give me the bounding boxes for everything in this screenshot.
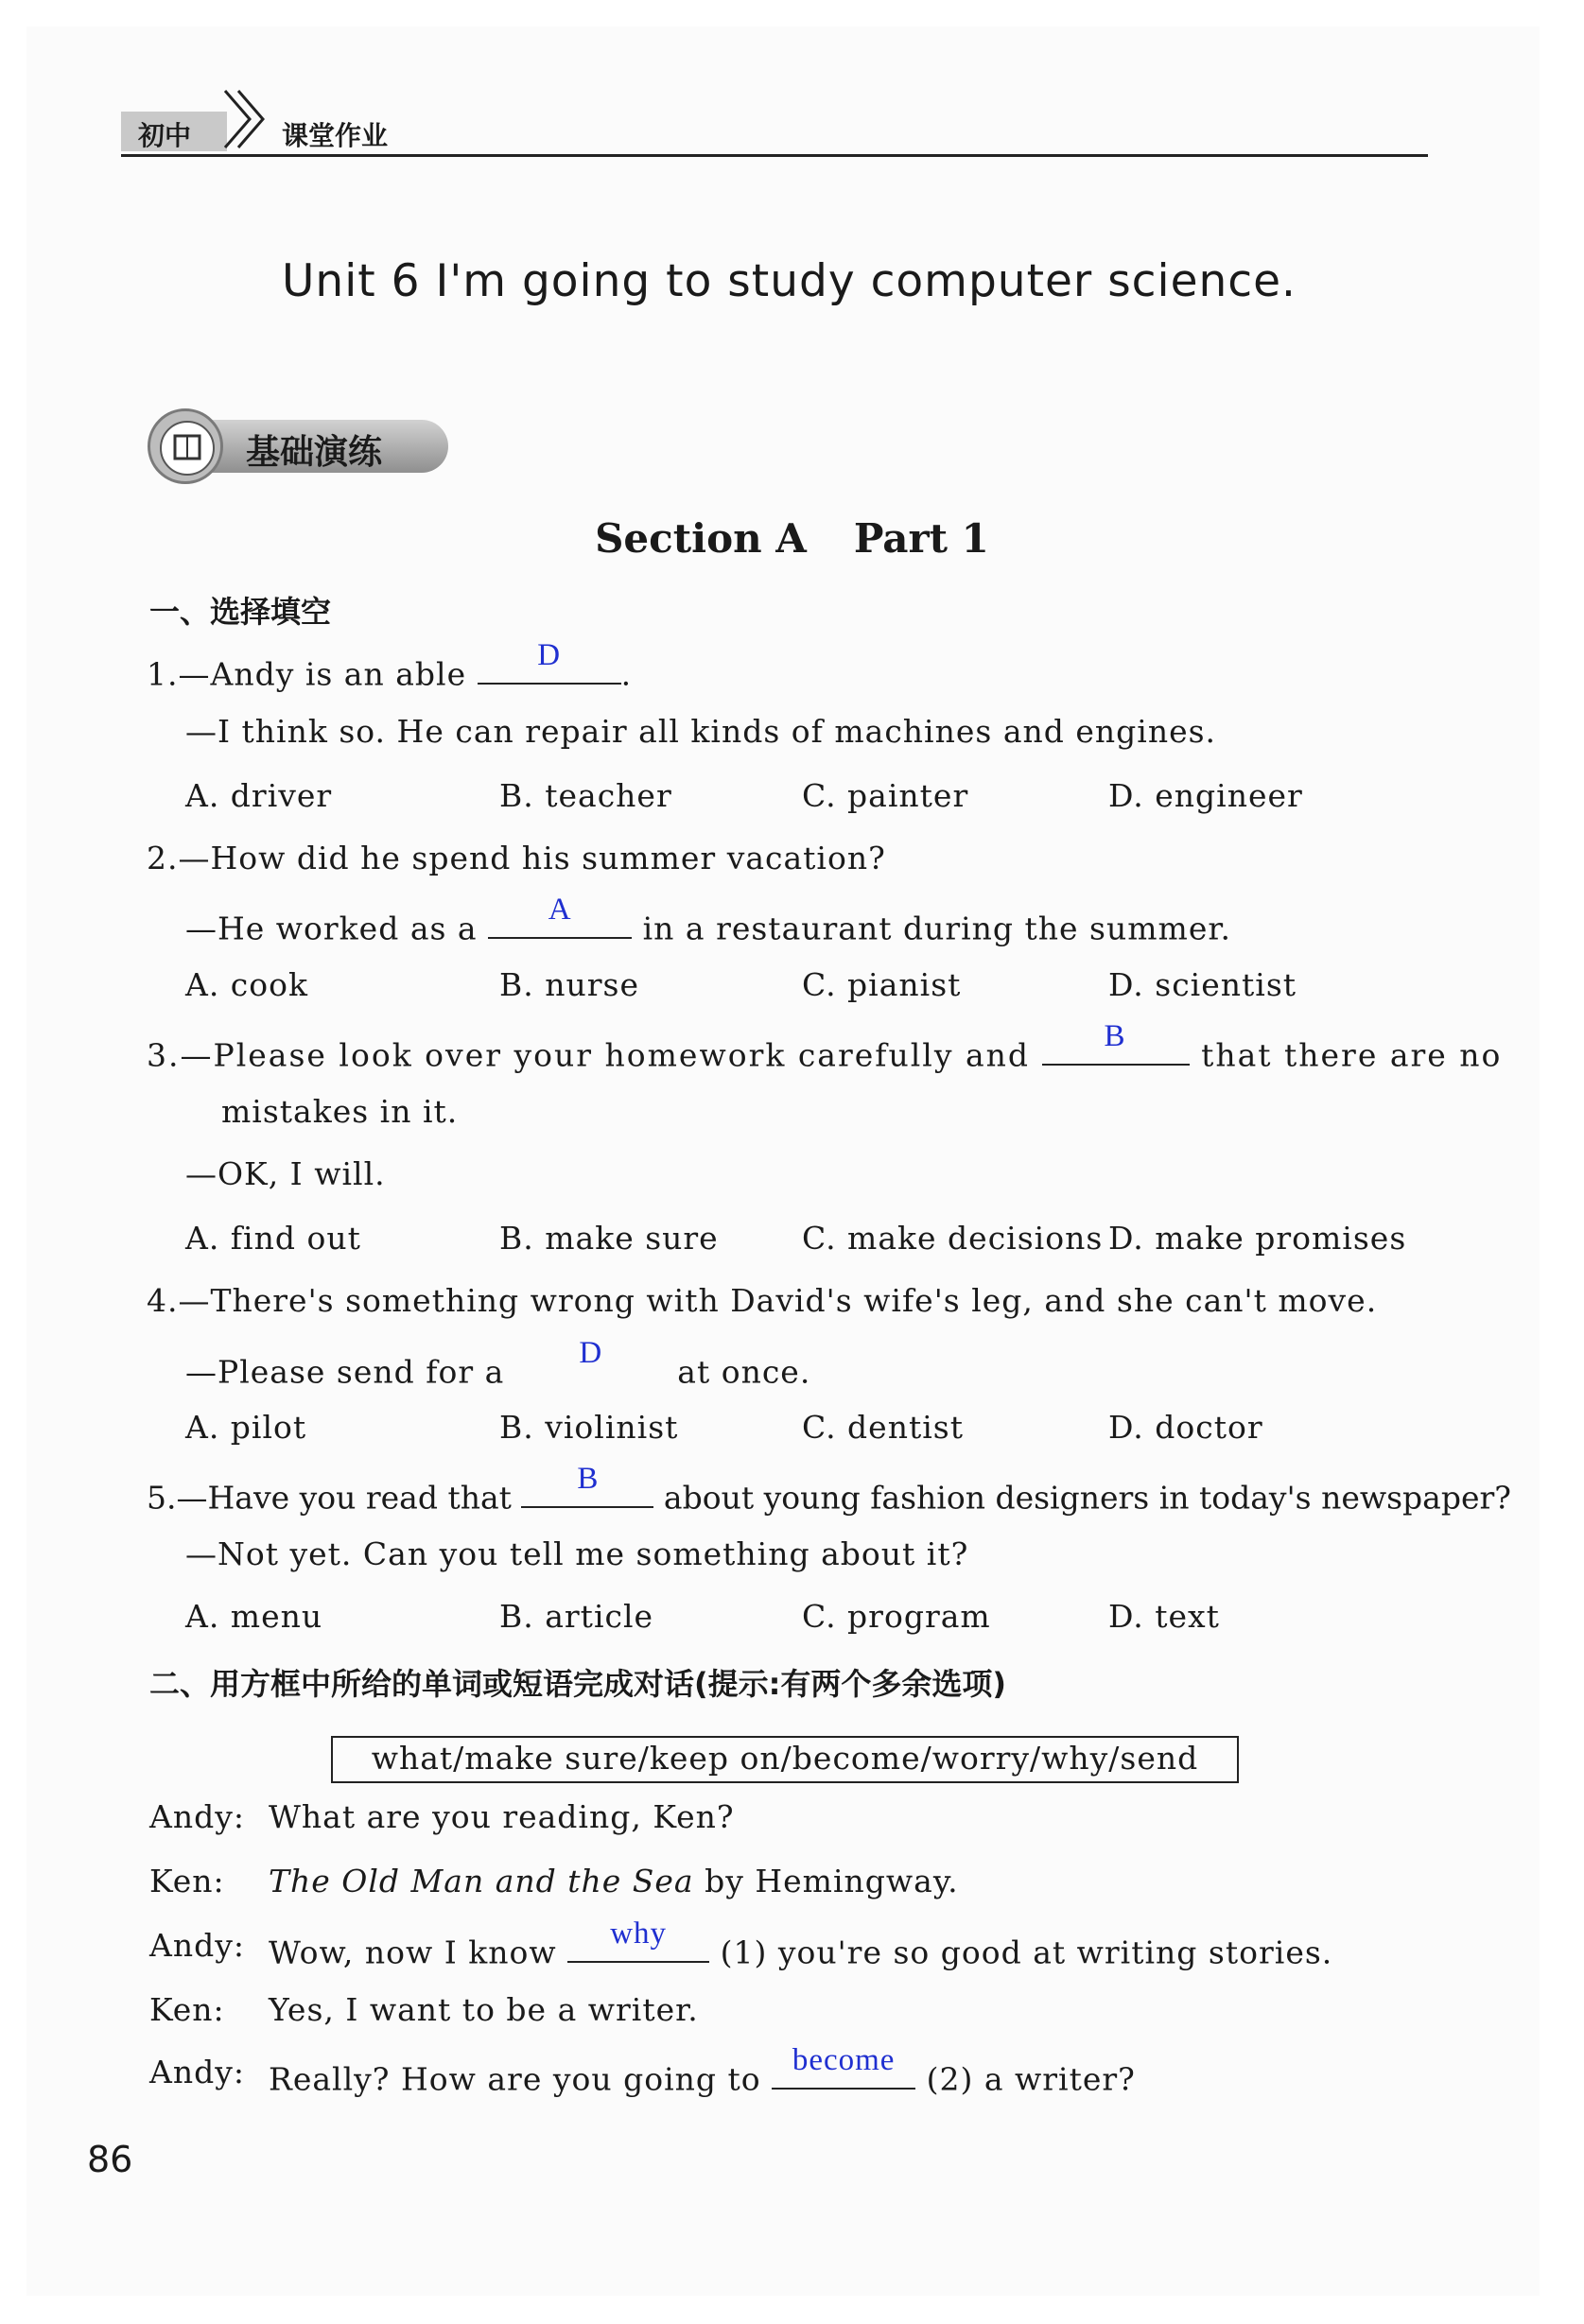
question-2-line2: —He worked as a A in a restaurant during the summer. [185,893,1232,947]
section-part: Part 1 [853,515,989,562]
dialogue-line-4: Yes, I want to be a writer. [269,1991,699,2028]
option-4c: C. dentist [802,1409,964,1446]
dialogue-line-5: Really? How are you going to become (2) a writer? [269,2043,1136,2098]
answer-blank-4[interactable]: D [579,1336,603,1371]
part2-heading: 二、用方框中所给的单词或短语完成对话(提示:有两个多余选项) [149,1666,1007,1702]
question-2: 2.—How did he spend his summer vacation? [147,840,886,876]
speaker-3: Andy: [149,1927,245,1964]
word-box: what/make sure/keep on/become/worry/why/send [331,1736,1239,1783]
book-icon [148,408,223,484]
answer-blank-1[interactable]: D [478,649,621,685]
option-1d: D. engineer [1108,777,1303,814]
option-2b: B. nurse [499,966,639,1003]
option-4d: D. doctor [1108,1409,1263,1446]
dialogue-line-2: The Old Man and the Sea by Hemingway. [269,1863,959,1899]
speaker-1: Andy: [149,1798,245,1835]
option-5d: D. text [1108,1598,1220,1635]
speaker-2: Ken: [149,1863,225,1899]
dialogue-line-3: Wow, now I know why (1) you're so good at writing stories. [269,1916,1333,1971]
part1-heading: 一、选择填空 [149,594,332,630]
header-rule [121,154,1428,157]
option-1b: B. teacher [499,777,672,814]
speaker-4: Ken: [149,1991,225,2028]
question-3-line2: mistakes in it. [221,1093,459,1130]
question-3: 3.—Please look over your homework carefully and B that there are no [147,1019,1503,1074]
option-3b: B. make sure [499,1220,719,1257]
dialogue-blank-2[interactable]: become [772,2054,915,2090]
question-1-line2: —I think so. He can repair all kinds of machines and engines. [185,713,1217,750]
book-title: The Old Man and the Sea [269,1863,694,1899]
section-badge [148,408,448,484]
question-5: 5.—Have you read that B about young fashion designers in today's newspaper? [147,1462,1511,1517]
option-1a: A. driver [185,777,333,814]
question-4-line2: —Please send for a D at once. [185,1336,811,1391]
option-3a: A. find out [185,1220,361,1257]
section-title [0,515,1584,562]
option-5a: A. menu [185,1598,323,1635]
option-2d: D. scientist [1108,966,1297,1003]
dialogue-line-1: What are you reading, Ken? [269,1798,735,1835]
option-3c: C. make decisions [802,1220,1104,1257]
question-4: 4.—There's something wrong with David's wife's leg, and she can't move. [147,1282,1378,1319]
option-5c: C. program [802,1598,991,1635]
option-2a: A. cook [185,966,309,1003]
dialogue-blank-1[interactable]: why [567,1927,709,1963]
question-1: 1.—Andy is an able D . [147,638,633,693]
answer-blank-5[interactable]: B [521,1472,653,1508]
unit-title: Unit 6 I'm going to study computer science. [282,255,1297,307]
option-2c: C. pianist [802,966,962,1003]
section-name: Section A [595,515,807,562]
speaker-5: Andy: [149,2054,245,2090]
double-chevron-icon [218,85,274,151]
option-3d: D. make promises [1108,1220,1407,1257]
header-series: 课堂作业 [282,120,389,151]
answer-blank-3[interactable]: B [1042,1030,1190,1066]
answer-blank-2[interactable]: A [488,903,632,939]
option-5b: B. article [499,1598,654,1635]
option-4a: A. pilot [185,1409,307,1446]
question-5-line2: —Not yet. Can you tell me something about it? [185,1535,969,1572]
question-3-line3: —OK, I will. [185,1155,386,1192]
option-4b: B. violinist [499,1409,679,1446]
option-1c: C. painter [802,777,969,814]
page-number: 86 [87,2139,133,2180]
header-level: 初中 [138,120,192,151]
badge-label: 基础演练 [246,433,383,472]
